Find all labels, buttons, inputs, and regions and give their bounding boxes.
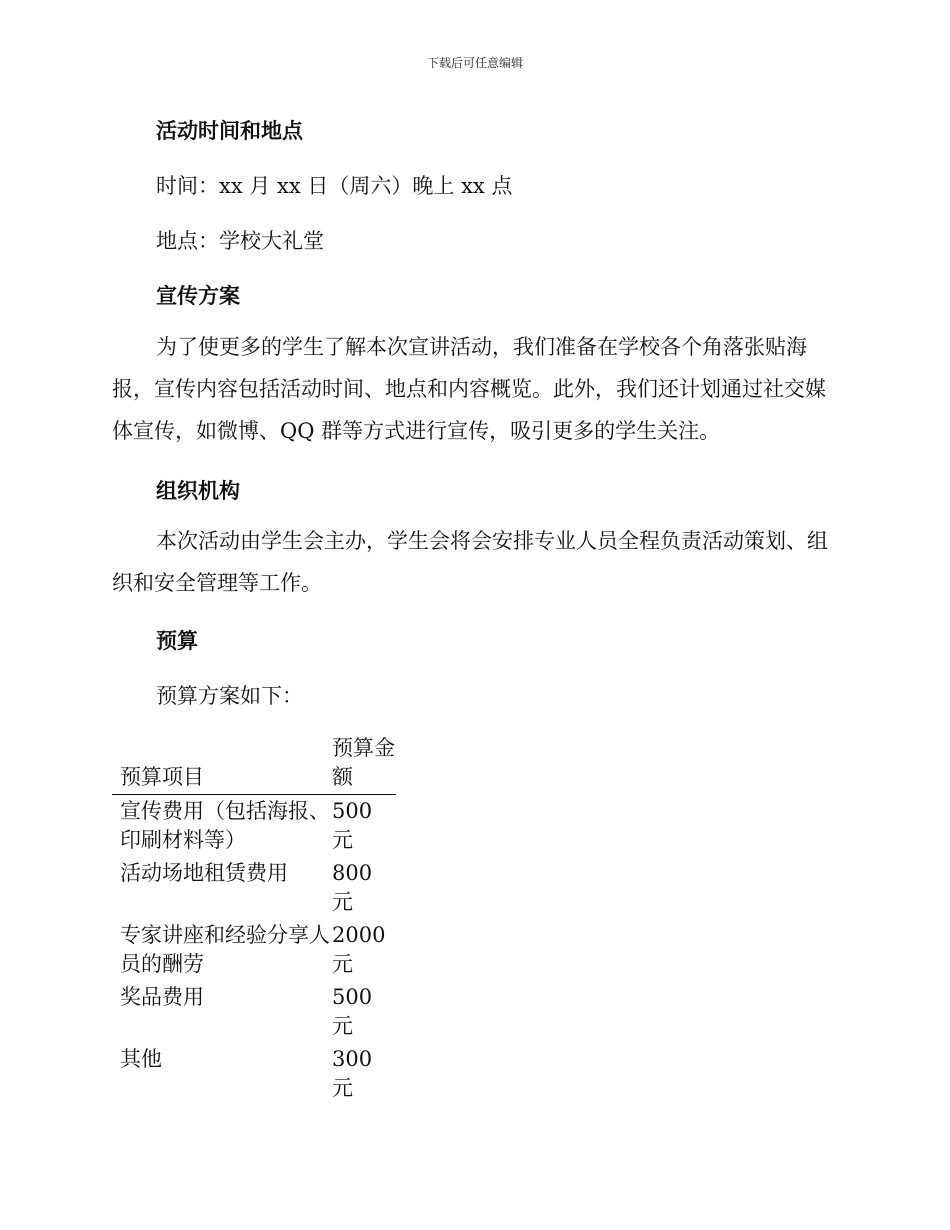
budget-item-cell: 专家讲座和经验分享人员的酬劳 — [120, 923, 330, 976]
page-header-note: 下载后可任意编辑 — [426, 56, 523, 70]
organization-paragraph: 本次活动由学生会主办，学生会将会安排专业人员全程负责活动策划、组织和安全管理等工作。 — [112, 529, 828, 595]
budget-amount-cell: 500 元 — [332, 799, 373, 852]
heading-promotion: 宣传方案 — [156, 284, 240, 308]
budget-amount-cell: 800 元 — [332, 861, 373, 914]
table-row — [112, 1045, 396, 1107]
budget-table — [112, 734, 396, 1107]
table-row — [112, 983, 396, 1045]
heading-organization: 组织机构 — [156, 479, 240, 503]
budget-item-cell: 宣传费用（包括海报、印刷材料等） — [120, 799, 330, 852]
table-row — [112, 795, 396, 860]
budget-intro: 预算方案如下： — [156, 684, 303, 708]
budget-item-cell: 活动场地租赁费用 — [120, 861, 288, 885]
heading-time-place: 活动时间和地点 — [156, 119, 303, 143]
budget-header-amount: 预算金额 — [332, 734, 396, 795]
budget-amount-cell: 2000 元 — [332, 923, 386, 976]
budget-item-cell: 其他 — [120, 1047, 162, 1071]
budget-amount-cell: 500 元 — [332, 985, 373, 1038]
activity-place: 地点：学校大礼堂 — [156, 229, 324, 253]
budget-item-cell: 奖品费用 — [120, 985, 204, 1009]
heading-budget: 预算 — [156, 629, 198, 653]
table-row — [112, 859, 396, 921]
budget-table-header-row — [112, 734, 396, 795]
activity-time: 时间：xx 月 xx 日（周六）晚上 xx 点 — [156, 174, 513, 198]
table-row — [112, 921, 396, 983]
budget-amount-cell: 300 元 — [332, 1047, 373, 1100]
promotion-paragraph: 为了使更多的学生了解本次宣讲活动，我们准备在学校各个角落张贴海报，宣传内容包括活动时间、地点和内容概览。此外，我们还计划通过社交媒体宣传，如微博、QQ 群等方式进行宣传，吸引更多的学生关注。 — [112, 335, 826, 443]
budget-header-item: 预算项目 — [112, 734, 332, 795]
